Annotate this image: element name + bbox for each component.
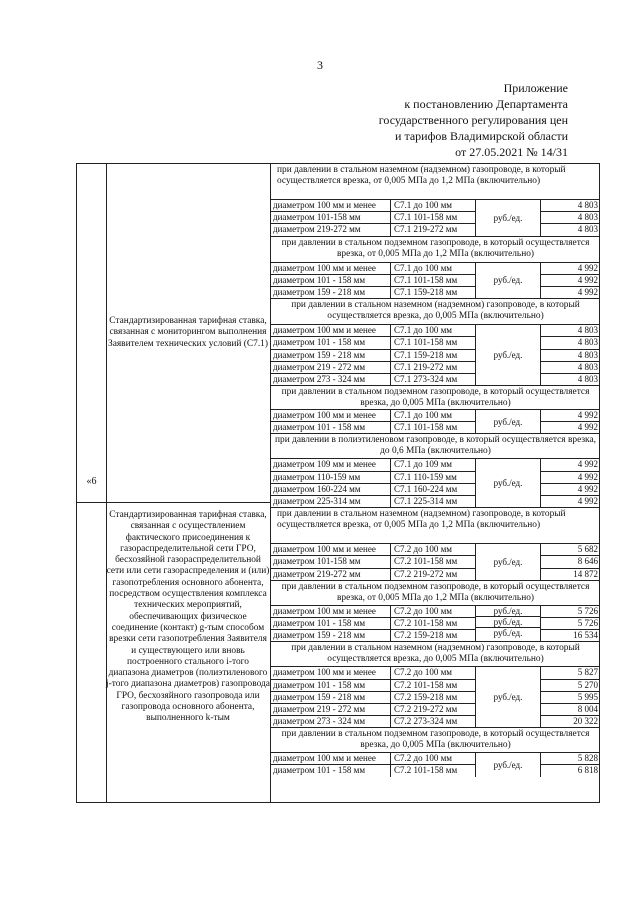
- value-cell: 4 803: [577, 200, 598, 210]
- row-number: «6: [86, 476, 97, 487]
- unit-cell: руб./ед.: [475, 459, 541, 507]
- approval-line: к постановлению Департамента: [404, 97, 568, 111]
- value-cell: 4 992: [577, 471, 598, 482]
- diameter-cell: диаметром 110-159 мм: [271, 472, 391, 483]
- value-cell: 14 872: [573, 568, 598, 579]
- group-rows: [271, 753, 600, 776]
- table-row: [271, 325, 475, 337]
- code-cell: С7.1 159-218 мм: [394, 286, 458, 297]
- code-cell: С7.2 101-158 мм: [394, 679, 458, 690]
- diameter-cell: диаметром 219-272 мм: [271, 569, 391, 580]
- table-row: [271, 212, 475, 224]
- approval-block: [268, 80, 568, 160]
- value-cell: 4 803: [577, 325, 598, 336]
- code-cell: С7.1 101-158 мм: [394, 422, 458, 433]
- value-cell: 4 992: [577, 410, 598, 421]
- diameter-cell: диаметром 273 - 324 мм: [271, 716, 391, 727]
- diameter-cell: диаметром 101 - 158 мм: [271, 680, 391, 691]
- table-row: [271, 765, 475, 776]
- approval-line: государственного регулирования цен: [378, 113, 568, 127]
- code-cell: С7.1 110-159 мм: [394, 471, 457, 482]
- value-cell: 6 818: [577, 765, 598, 776]
- value-cell: 16 534: [573, 630, 598, 641]
- unit-cell: руб./ед.: [476, 606, 540, 617]
- service-description: Стандартизированная тарифная ставка, связанная с мониторингом выполнения Заявителем технических условий (С7.1): [108, 316, 268, 349]
- diameter-cell: диаметром 159 - 218 мм: [271, 630, 391, 641]
- group-rows: [271, 263, 600, 300]
- value-cell: 4 803: [577, 361, 598, 372]
- group-header: при давлении в полиэтиленовом газопроводе, в который осуществляется врезка, до 0,6 МПа (включительно): [271, 434, 600, 459]
- diameter-cell: диаметром 225-314 мм: [271, 496, 391, 507]
- table-row: [271, 618, 475, 630]
- unit-cell: руб./ед.: [475, 667, 541, 727]
- diameter-cell: диаметром 101 - 158 мм: [271, 422, 391, 433]
- table-row: [271, 606, 475, 618]
- diameter-cell: диаметром 219 - 272 мм: [271, 362, 391, 373]
- code-cell: С7.1 до 100 мм: [394, 262, 452, 273]
- group-rows: [271, 606, 600, 643]
- diameter-cell: диаметром 100 мм и менее: [271, 753, 391, 764]
- table-row: [271, 496, 475, 507]
- code-cell: С7.1 101-158 мм: [394, 212, 458, 223]
- code-cell: С7.2 273-324 мм: [394, 716, 458, 727]
- diameter-cell: диаметром 100 мм и менее: [271, 325, 391, 336]
- value-cell: 5 726: [577, 605, 598, 616]
- unit-cell: руб./ед.: [475, 544, 541, 580]
- table-row: [271, 472, 475, 484]
- table-row: [271, 422, 475, 433]
- diameter-cell: диаметром 100 мм и менее: [271, 544, 391, 555]
- table-row: [271, 680, 475, 692]
- table-row: [271, 544, 475, 556]
- group-header: при давлении в стальном подземном газопроводе, в который осуществляется врезка, от 0,005 МПа до 1,2 МПа (включительно): [271, 581, 600, 606]
- table-row: [271, 556, 475, 568]
- value-cell: 20 322: [573, 716, 598, 727]
- code-cell: С7.1 до 100 мм: [394, 410, 452, 421]
- unit-cell: руб./ед.: [475, 200, 541, 236]
- approval-line: и тарифов Владимирской области: [395, 129, 568, 143]
- table-row: [271, 704, 475, 716]
- table-row: [271, 200, 475, 212]
- table-row: [271, 374, 475, 385]
- table-row: [271, 716, 475, 727]
- code-cell: С7.1 160-224 мм: [394, 483, 458, 494]
- value-cell: 4 803: [577, 224, 598, 235]
- table-row: [271, 569, 475, 580]
- code-cell: С7.1 до 100 мм: [394, 325, 452, 336]
- value-cell: 5 682: [577, 544, 598, 555]
- table-row: [271, 362, 475, 374]
- value-cell: 4 992: [577, 262, 598, 273]
- group-rows: [271, 200, 600, 237]
- diameter-cell: диаметром 101 - 158 мм: [271, 618, 391, 629]
- value-cell: 5 995: [577, 691, 598, 702]
- service-description: Стандартизированная тарифная ставка, связанная с осуществлением фактического присоединения к газораспределительной сети ГРО, бесхозяйной газораспределительной сети или сети газораспределения и (или) газопотребления основного абонента, посредством осуществления комплекса технических мероприятий, обеспечивающих физическое соединение (контакт) g-тым способом врезки сети газопотребления Заявителя и существующего или вновь построенного стального i-того диапазона диаметров (полиэтиленового j-того диапазона диаметров) газопровода ГРО, бесхозяйного газопровода или газопровода основного абонента, выполненного k-тым: [106, 510, 270, 724]
- table-row: [271, 410, 475, 422]
- value-cell: 8 004: [577, 703, 598, 714]
- group-rows: [271, 410, 600, 434]
- code-cell: С7.2 до 100 мм: [394, 605, 452, 616]
- code-cell: С7.1 159-218 мм: [394, 349, 458, 360]
- code-cell: С7.2 до 100 мм: [394, 667, 452, 678]
- code-cell: С7.2 219-272 мм: [394, 703, 458, 714]
- group-header: при давлении в стальном наземном (надземном) газопроводе, в который осуществляется врезка, до 0,005 МПа (включительно): [271, 299, 600, 325]
- table-row: [271, 337, 475, 349]
- value-cell: 4 992: [577, 274, 598, 285]
- value-cell: 5 270: [577, 679, 598, 690]
- diameter-cell: диаметром 101 - 158 мм: [271, 765, 391, 776]
- code-cell: С7.1 225-314 мм: [394, 496, 458, 506]
- diameter-cell: диаметром 100 мм и менее: [271, 410, 391, 421]
- diameter-cell: диаметром 219 - 272 мм: [271, 704, 391, 715]
- table-row: [271, 484, 475, 496]
- code-cell: С7.2 101-158 мм: [394, 765, 458, 776]
- code-cell: С7.2 159-218 мм: [394, 691, 458, 702]
- code-cell: С7.1 101-158 мм: [394, 337, 458, 348]
- value-cell: 4 992: [577, 496, 598, 506]
- group-header: при давлении в стальном наземном (надземном) газопроводе, в который осуществляется врезка, до 0,005 МПа (включительно): [271, 642, 600, 667]
- table-row: [271, 350, 475, 362]
- code-cell: С7.1 219-272 мм: [394, 224, 458, 235]
- unit-cell: руб./ед.: [475, 753, 541, 776]
- group-rows: [271, 459, 600, 508]
- code-cell: С7.2 до 100 мм: [394, 544, 452, 555]
- tariff-table: [76, 163, 600, 803]
- code-cell: С7.1 273-324 мм: [394, 373, 458, 384]
- diameter-cell: диаметром 159 - 218 мм: [271, 692, 391, 703]
- value-cell: 4 992: [577, 459, 598, 470]
- diameter-cell: диаметром 109 мм и менее: [271, 459, 391, 470]
- value-cell: 5 726: [577, 617, 598, 628]
- unit-cell: руб./ед.: [493, 628, 523, 639]
- table-row: [271, 630, 475, 641]
- group-header: при давлении в стальном наземном (надземном) газопроводе, в который осуществляется врезка, от 0,005 МПа до 1,2 МПа (включительно): [271, 508, 600, 544]
- group-header: при давлении в стальном подземном газопроводе, в который осуществляется врезка, от 0,005 МПа до 1,2 МПа (включительно): [271, 237, 600, 263]
- diameter-cell: диаметром 160-224 мм: [271, 484, 391, 495]
- value-cell: 5 828: [577, 753, 598, 764]
- diameter-cell: диаметром 101-158 мм: [271, 556, 391, 567]
- group-header: при давлении в стальном наземном (надземном) газопроводе, в который осуществляется врезка, от 0,005 МПа до 1,2 МПа (включительно): [271, 164, 600, 200]
- code-cell: С7.2 219-272 мм: [394, 568, 458, 579]
- value-cell: 4 992: [577, 483, 598, 494]
- table-row: [271, 263, 475, 275]
- value-cell: 4 803: [577, 212, 598, 223]
- table-row: [271, 287, 475, 298]
- diameter-cell: диаметром 100 мм и менее: [271, 606, 391, 617]
- diameter-cell: диаметром 100 мм и менее: [271, 200, 391, 211]
- unit-cell: руб./ед.: [476, 617, 540, 628]
- value-cell: 4 803: [577, 373, 598, 384]
- value-cell: 4 992: [577, 422, 598, 433]
- table-row: [271, 753, 475, 765]
- service-divider: [77, 502, 271, 503]
- diameter-cell: диаметром 101-158 мм: [271, 212, 391, 223]
- value-cell: 5 827: [577, 667, 598, 678]
- table-row: [271, 667, 475, 679]
- diameter-cell: диаметром 159 - 218 мм: [271, 350, 391, 361]
- page-number: 3: [317, 58, 323, 72]
- diameter-cell: диаметром 100 мм и менее: [271, 263, 391, 274]
- table-row: [271, 459, 475, 471]
- code-cell: С7.1 до 100 мм: [394, 200, 452, 210]
- table-row: [271, 692, 475, 704]
- value-cell: 4 803: [577, 349, 598, 360]
- code-cell: С7.1 101-158 мм: [394, 274, 458, 285]
- unit-cell: руб./ед.: [475, 410, 541, 433]
- value-cell: 4 992: [577, 286, 598, 297]
- approval-line: Приложение: [503, 81, 568, 95]
- group-header: при давлении в стальном подземном газопроводе, в который осуществляется врезка, до 0,005 МПа (включительно): [271, 386, 600, 410]
- unit-cell: руб./ед.: [475, 325, 541, 385]
- diameter-cell: диаметром 101 - 158 мм: [271, 275, 391, 286]
- code-cell: С7.2 101-158 мм: [394, 556, 458, 567]
- code-cell: С7.2 101-158 мм: [394, 617, 458, 628]
- diameter-cell: диаметром 219-272 мм: [271, 224, 391, 235]
- diameter-cell: диаметром 101 - 158 мм: [271, 337, 391, 348]
- group-rows: [271, 325, 600, 386]
- unit-cell: руб./ед.: [475, 263, 541, 299]
- code-cell: С7.1 до 109 мм: [394, 459, 452, 470]
- code-cell: С7.1 219-272 мм: [394, 361, 458, 372]
- code-cell: С7.2 159-218 мм: [394, 630, 458, 641]
- table-row: [271, 275, 475, 287]
- value-cell: 4 803: [577, 337, 598, 348]
- diameter-cell: диаметром 273 - 324 мм: [271, 374, 391, 385]
- approval-line: от 27.05.2021 № 14/31: [455, 145, 568, 159]
- group-rows: [271, 667, 600, 728]
- table-row: [271, 224, 475, 235]
- group-rows: [271, 544, 600, 581]
- code-cell: С7.2 до 100 мм: [394, 753, 452, 764]
- diameter-cell: диаметром 159 - 218 мм: [271, 287, 391, 298]
- tariff-groups: [271, 164, 600, 777]
- diameter-cell: диаметром 100 мм и менее: [271, 667, 391, 678]
- value-cell: 8 646: [577, 556, 598, 567]
- group-header: при давлении в стальном подземном газопроводе, в который осуществляется врезка, до 0,005 МПа (включительно): [271, 728, 600, 753]
